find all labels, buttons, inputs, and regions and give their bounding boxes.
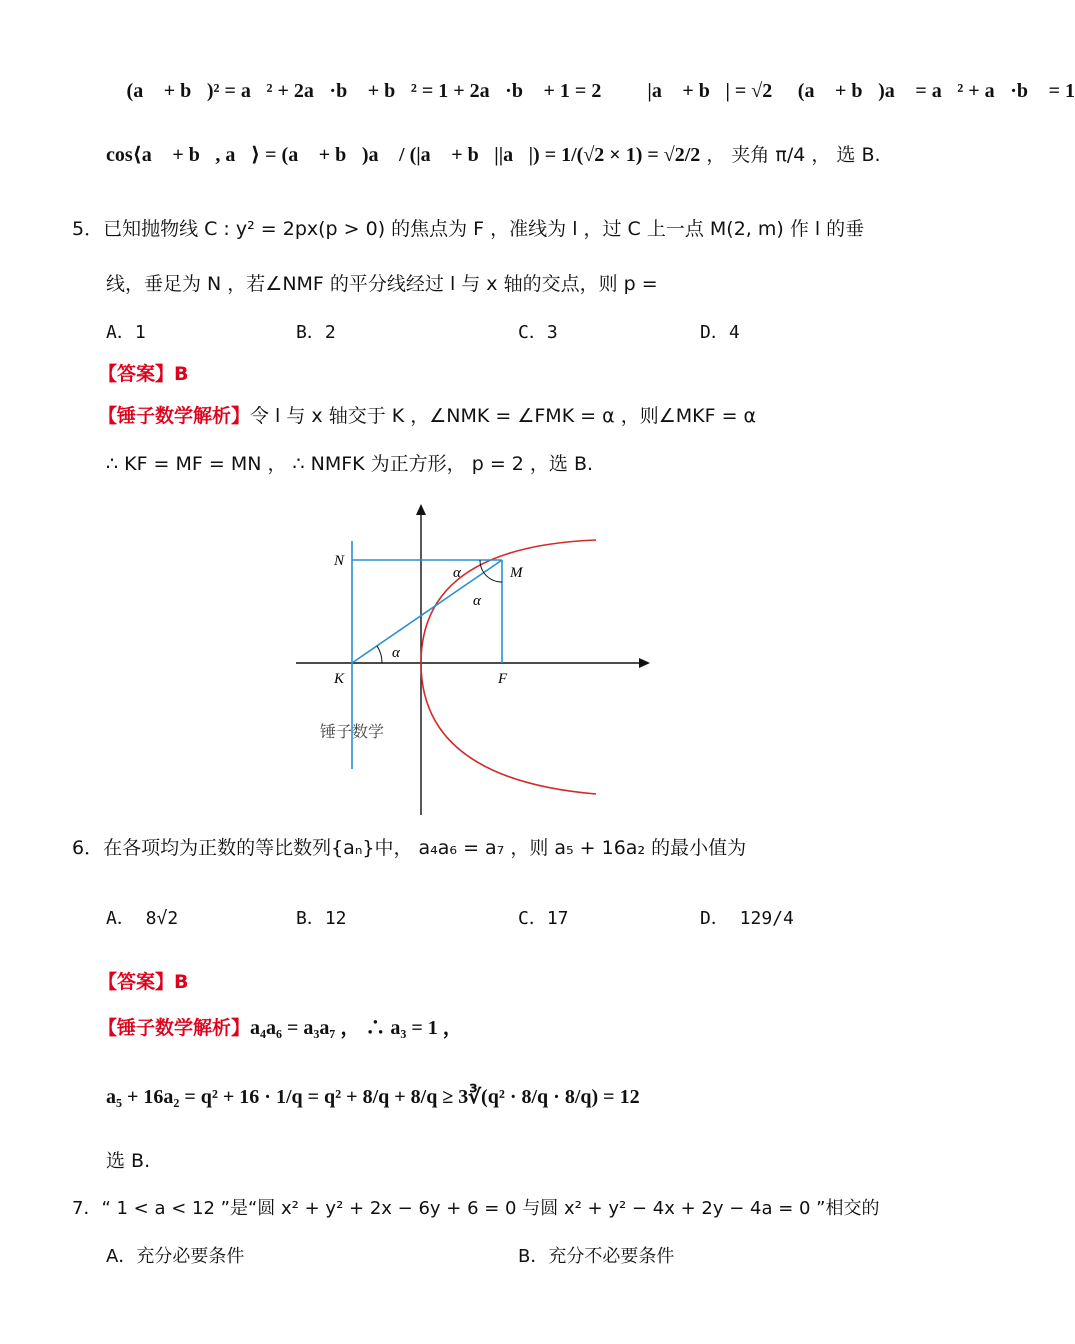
q5-stem-line-1: 5．已知抛物线 C : y² = 2px(p > 0) 的焦点为 F ，准线为 l ，过 C 上一点 M(2, m) 作 l 的垂 bbox=[72, 218, 865, 240]
q5-option-a: A．1 bbox=[106, 322, 146, 343]
parabola-curve bbox=[421, 540, 596, 794]
q5-option-c: C．3 bbox=[518, 322, 558, 343]
y-axis-arrow bbox=[416, 504, 426, 515]
q6-option-a: A． 8√2 bbox=[106, 908, 179, 929]
q5-option-b: B．2 bbox=[296, 322, 336, 343]
q4-line-2 bbox=[106, 142, 881, 168]
x-axis-arrow bbox=[639, 658, 650, 668]
q7-option-a: A．充分必要条件 bbox=[106, 1246, 245, 1267]
label-m: M bbox=[510, 565, 523, 581]
q5-analysis-text-1: 令 l 与 x 轴交于 K ，∠NMK = ∠FMK = α ，则∠MKF = α bbox=[250, 405, 757, 427]
q5-figure bbox=[290, 497, 660, 817]
q5-analysis-line-2: ∴ KF = MF = MN ， ∴ NMFK 为正方形， p = 2 ，选 B. bbox=[106, 453, 594, 475]
q5-stem-line-2: 线，垂足为 N ，若∠NMF 的平分线经过 l 与 x 轴的交点，则 p = bbox=[106, 273, 658, 295]
label-alpha-m-upper: α bbox=[453, 565, 461, 581]
q7-option-b: B．充分不必要条件 bbox=[518, 1246, 675, 1267]
q4-conclusion: ， 夹角 π/4 ， 选 B. bbox=[706, 144, 881, 166]
q6-option-d: D． 129/4 bbox=[700, 908, 794, 929]
q4-cos-formula: cos⟨a⃗ + b⃗, a⃗⟩ = (a⃗ + b⃗)a⃗ / (|a⃗ + b⃗||a⃗|) = 1/(√2 × 1) = √2/2 bbox=[106, 144, 701, 166]
label-k: K bbox=[334, 671, 345, 687]
label-f: F bbox=[498, 671, 508, 687]
q6-option-c: C．17 bbox=[518, 908, 569, 929]
q7-stem: 7．“ 1 < a < 12 ”是“圆 x² + y² + 2x − 6y + 6 = 0 与圆 x² + y² − 4x + 2y − 4a = 0 ”相交的 bbox=[72, 1198, 880, 1219]
q6-analysis-line-1 bbox=[98, 1015, 463, 1041]
q6-stem: 6．在各项均为正数的等比数列{aₙ}中， a₄a₆ = a₇ ，则 a₅ + 16a₂ 的最小值为 bbox=[72, 837, 747, 859]
q6-answer-label: 【答案】B bbox=[98, 971, 189, 993]
q5-answer-label: 【答案】B bbox=[98, 363, 189, 385]
label-n: N bbox=[334, 553, 345, 569]
segment-km bbox=[352, 560, 502, 663]
angle-arc-k bbox=[377, 646, 382, 663]
q6-analysis-label: 【锤子数学解析】 bbox=[98, 1017, 251, 1039]
watermark: 锤子数学 bbox=[320, 722, 385, 741]
q6-analysis-line-2: a₅ + 16a₂ = q² + 16 · 1/q = q² + 8/q + 8/q ≥ 3∛(q² · 8/q · 8/q) = 12 bbox=[106, 1086, 640, 1108]
angle-arc-m-lower bbox=[484, 573, 502, 582]
q6-conclusion: 选 B. bbox=[106, 1150, 151, 1172]
q6-analysis-text-1: a₄a₆ = a₃a₇ ， ∴ a₃ = 1 ， bbox=[250, 1017, 463, 1039]
label-alpha-m-lower: α bbox=[473, 593, 481, 609]
q5-analysis-label: 【锤子数学解析】 bbox=[98, 405, 251, 427]
q6-option-b: B．12 bbox=[296, 908, 347, 929]
label-alpha-k: α bbox=[392, 645, 400, 661]
q5-option-d: D．4 bbox=[700, 322, 740, 343]
angle-arc-m-upper bbox=[480, 560, 484, 573]
q4-line-1: ∴ (a⃗ + b⃗)² = a⃗² + 2a⃗·b⃗ + b⃗² = 1 + 2a⃗·b⃗ + 1 = 2 ， ∴ |a⃗ + b⃗| = √2 ， (a⃗ + b⃗)a⃗ = a⃗² + a⃗·b⃗ = 1 bbox=[106, 80, 1075, 102]
q5-analysis-line-1 bbox=[98, 403, 756, 429]
